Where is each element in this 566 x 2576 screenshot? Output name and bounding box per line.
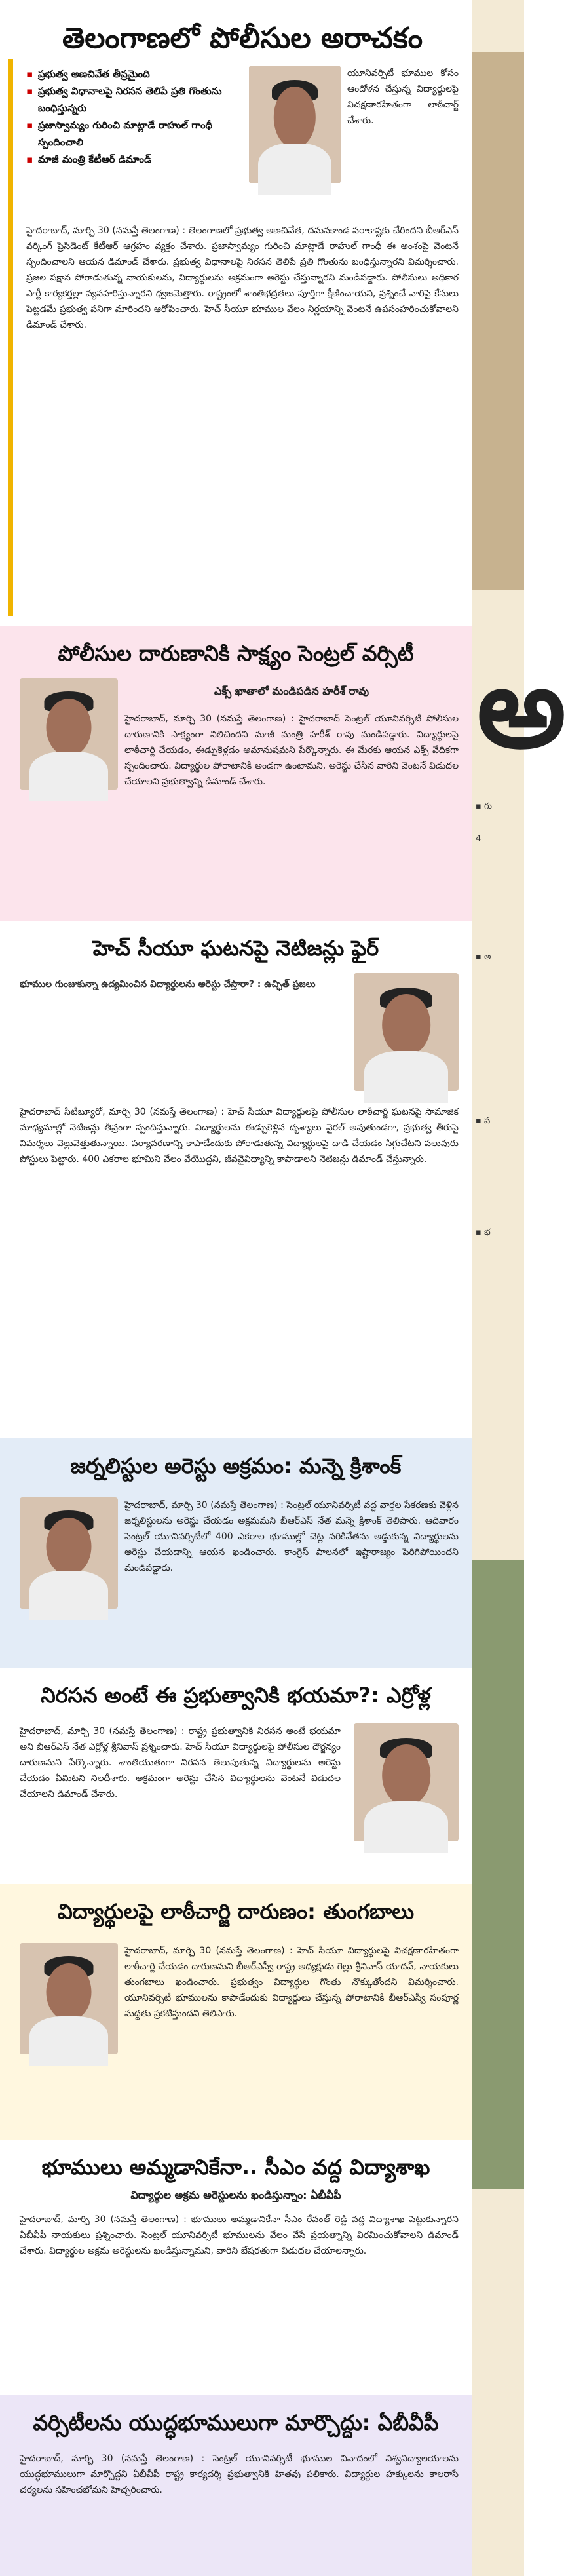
highlights-list: [26, 66, 242, 168]
article-abvp: [0, 2395, 472, 2576]
highlight-item: ▪ మాజీ మంత్రి కేటీఆర్ డిమాండ్: [26, 151, 242, 168]
side-bullet: ▪ ప: [476, 1116, 491, 1126]
side-bullet: ▪ గు: [476, 801, 493, 811]
article-body: హైదరాబాద్, మార్చి 30 (నమస్తే తెలంగాణ) : తెలంగాణలో ప్రభుత్వ అణచివేత, దమనకాండ పరాకాష్టకు చేరిందని బీఆర్ఎస్ వర్కింగ్ ప్రెసిడెంట్ కేటీఆర్ ఆగ్రహం వ్యక్తం చేశారు. ప్రజాస్వామ్యం గురించి మాట్లాడే రాహుల్ గాంధీ ఈ అంశంపై వెంటనే స్పందించాలని ఆయన డిమాండ్ చేశారు. ప్రభుత్వ విధానాలపై నిరసన తెలిపే ప్రతి గొంతును బంధిస్తున్నారని విమర్శించారు. ప్రజల పక్షాన పోరాడుతున్న నాయకులను, విద్యార్థులను అక్రమంగా అరెస్టు చేస్తున్నారని మండిపడ్డారు. పోలీసులు అధికార పార్టీ కార్యకర్తల్లా వ్యవహరిస్తున్నారని ధ్వజమెత్తారు. రాష్ట్రంలో శాంతిభద్రతలు పూర్తిగా క్షీణించాయని, ప్రశ్నించే వారిపై కేసులు పెట్టడమే ప్రభుత్వ పనిగా మారిందని ఆరోపించారు. హెచ్ సీయూ భూముల వేలం నిర్ణయాన్ని వెంటనే ఉపసంహరించుకోవాలని డిమాండ్ చేశారు.: [26, 225, 459, 330]
side-bullet: ▪ భ: [476, 1227, 491, 1237]
article-body: హైదరాబాద్, మార్చి 30 (నమస్తే తెలంగాణ) : భూములు అమ్మడానికేనా సీఎం రేవంత్ రెడ్డి వద్ద విద్యాశాఖ పెట్టుకున్నారని ఏబీవీపీ నాయకులు ప్రశ్నించారు. సెంట్రల్ యూనివర్సిటీ భూములను వేలం వేసే ప్రయత్నాన్ని విరమించుకోవాలని డిమాండ్ చేశారు. విద్యార్థుల అక్రమ అరెస్టులను ఖండిస్తున్నామని, వారిని బేషరతుగా విడుదల చేయాలన్నారు.: [20, 2214, 459, 2256]
article-headline: హెచ్ సీయూ ఘటనపై నెటిజన్లు ఫైర్: [92, 936, 379, 961]
article-headline: వర్సిటీలను యుద్ధభూములుగా మార్చొద్దు: ఏబీవీపీ: [33, 2410, 439, 2435]
article-education-dept: [0, 2140, 472, 2395]
article-body: హైదరాబాద్, మార్చి 30 (నమస్తే తెలంగాణ) : హైదరాబాద్ సెంట్రల్ యూనివర్సిటీ పోలీసుల దారుణానికి సాక్ష్యంగా నిలిచిందని మాజీ మంత్రి హరీశ్ రావు మండిపడ్డారు. విద్యార్థులపై లాఠీచార్జి చేయడం, ఈడ్చుకెళ్లడం అమానుషమని పేర్కొన్నారు. ఈ మేరకు ఆయన ఎక్స్ వేదికగా స్పందించారు. విద్యార్థుల పోరాటానికి అండగా ఉంటామని, అరెస్టు చేసిన వారిని వెంటనే విడుదల చేయాలని ప్రభుత్వాన్ని డిమాండ్ చేశారు.: [124, 714, 459, 787]
article-headline: నిరసన అంటే ఈ ప్రభుత్వానికి భయమా?: ఎర్రోళ్ల: [41, 1683, 431, 1708]
highlight-item: ▪ ప్రజాస్వామ్యం గురించి మాట్లాడే రాహుల్ గాంధీ స్పందించాలి: [26, 117, 242, 151]
article-harish-rao: [0, 626, 472, 921]
adjacent-page-strip: [472, 0, 566, 2576]
article-body-right: యూనివర్సిటీ భూముల కోసం ఆందోళన చేస్తున్న విద్యార్థులపై విచక్షణారహితంగా లాఠీచార్జ్ చేశారు.: [347, 68, 459, 126]
article-body: హైదరాబాద్ సిటీబ్యూరో, మార్చి 30 (నమస్తే తెలంగాణ) : హెచ్ సీయూ విద్యార్థులపై పోలీసుల లాఠీచార్జి ఘటనపై సామాజిక మాధ్యమాల్లో నెటిజన్లు తీవ్రంగా స్పందిస్తున్నారు. విద్యార్థులను ఈడ్చుకెళ్లిన దృశ్యాలు వైరల్ అవుతుండగా, ప్రభుత్వ తీరుపై విమర్శలు వెల్లువెత్తుతున్నాయి. పర్యావరణాన్ని కాపాడేందుకు పోరాడుతున్న విద్యార్థులపై దాడి చేయడం సిగ్గుచేటని పలువురు పోస్టులు పెట్టారు. 400 ఎకరాల భూమిని వేలం వేయొద్దని, జీవవైవిధ్యాన్ని కాపాడాలని నెటిజన్లు డిమాండ్ చేస్తున్నారు.: [20, 1107, 459, 1164]
article-subhead: భూముల గుంజుకున్నా ఉద్యమించిన విద్యార్థులను అరెస్టు చేస్తారా? : ఉచ్ఛిత్ ప్రజలు: [20, 979, 316, 990]
accent-bar: [8, 59, 13, 616]
article-headline: తెలంగాణలో పోలీసుల అరాచకం: [62, 22, 423, 55]
side-bullet: ▪ అ: [476, 952, 491, 962]
article-body: హైదరాబాద్, మార్చి 30 (నమస్తే తెలంగాణ) : హెచ్ సీయూ విద్యార్థులపై విచక్షణారహితంగా లాఠీచార్జి చేయడం దారుణమని బీఆర్ఎస్వీ రాష్ట్ర అధ్యక్షుడు గెల్లు శ్రీనివాస్ యాదవ్, నాయకులు తుంగబాలు ఖండించారు. ప్రభుత్వం విద్యార్థుల గొంతు నొక్కుతోందని విమర్శించారు. యూనివర్సిటీ భూములను కాపాడేందుకు విద్యార్థులు చేస్తున్న పోరాటానికి బీఆర్ఎస్వీ సంపూర్ణ మద్దతు ప్రకటిస్తుందని తెలిపారు.: [124, 1946, 459, 2019]
article-errolla: [0, 1668, 472, 1884]
side-photo: [472, 52, 524, 590]
side-headline-letter: అ: [477, 642, 566, 773]
ktr-photo: [249, 66, 341, 183]
tungabalu-photo: [20, 1943, 118, 2054]
article-subhead: ఎక్స్ ఖాతాలో మండిపడిన హరీశ్ రావు: [214, 685, 369, 697]
highlight-item: ▪ ప్రభుత్వ విధానాలపై నిరసన తెలిపే ప్రతి గొంతును బంధిస్తున్నరు: [26, 83, 242, 117]
side-bullet: 4: [476, 834, 481, 844]
article-headline: జర్నలిస్టుల అరెస్టు అక్రమం: మన్నె క్రిశాంక్: [70, 1453, 402, 1478]
article-kt-rama-rao: [0, 0, 472, 626]
article-manne-krishank: [0, 1438, 472, 1668]
article-tungabalu: [0, 1884, 472, 2140]
netizen-photo: [354, 973, 459, 1091]
article-headline: భూములు అమ్మడానికేనా.. సీఎం వద్ద విద్యాశాఖ: [41, 2155, 430, 2180]
side-photo: [472, 1560, 524, 2189]
krishank-photo: [20, 1497, 118, 1609]
article-netizens: [0, 921, 472, 1438]
highlight-item: ▪ ప్రభుత్వ అణచివేత తీవ్రమైంది: [26, 66, 242, 83]
article-body: హైదరాబాద్, మార్చి 30 (నమస్తే తెలంగాణ) : సెంట్రల్ యూనివర్సిటీ భూముల వివాదంలో విశ్వవిద్యాలయాలను యుద్ధభూములుగా మార్చొద్దని ఏబీవీపీ రాష్ట్ర కార్యదర్శి ప్రభుత్వానికి హితవు పలికారు. విద్యార్థుల హక్కులను కాలరాసే చర్యలను సహించబోమని హెచ్చరించారు.: [20, 2453, 459, 2495]
errolla-photo: [354, 1723, 459, 1841]
article-headline: పోలీసుల దారుణానికి సాక్ష్యం సెంట్రల్ వర్సిటీ: [58, 641, 414, 666]
article-body: హైదరాబాద్, మార్చి 30 (నమస్తే తెలంగాణ) : సెంట్రల్ యూనివర్సిటీ వద్ద వార్తల సేకరణకు వెళ్లిన జర్నలిస్టులను అరెస్టు చేయడం అక్రమమని బీఆర్ఎస్ నేత మన్నె క్రిశాంక్ తెలిపారు. ఆదివారం సెంట్రల్ యూనివర్సిటీలో 400 ఎకరాల భూముల్లో చెట్ల నరికివేతను అడ్డుకున్న విద్యార్థులను అరెస్టు చేయడాన్ని ఆయన ఖండించారు. కాంగ్రెస్ పాలనలో ఇష్టారాజ్యం పెరిగిపోయిందని మండిపడ్డారు.: [124, 1500, 459, 1573]
article-subhead: విద్యార్థుల అక్రమ అరెస్టులను ఖండిస్తున్నాం: ఏబీవీపీ: [130, 2189, 341, 2201]
article-body: హైదరాబాద్, మార్చి 30 (నమస్తే తెలంగాణ) : రాష్ట్ర ప్రభుత్వానికి నిరసన అంటే భయమా అని బీఆర్ఎస్ నేత ఎర్రోళ్ల శ్రీనివాస్ ప్రశ్నించారు. హెచ్ సీయూ విద్యార్థులపై పోలీసుల దౌర్జన్యం దారుణమని పేర్కొన్నారు. శాంతియుతంగా నిరసన తెలుపుతున్న విద్యార్థులను అరెస్టు చేయడం ఏమిటని నిలదీశారు. అక్రమంగా అరెస్టు చేసిన విద్యార్థులను వెంటనే విడుదల చేయాలని డిమాండ్ చేశారు.: [20, 1726, 341, 1799]
harish-photo: [20, 678, 118, 790]
article-headline: విద్యార్థులపై లాఠీచార్జి దారుణం: తుంగబాలు: [57, 1899, 415, 1924]
